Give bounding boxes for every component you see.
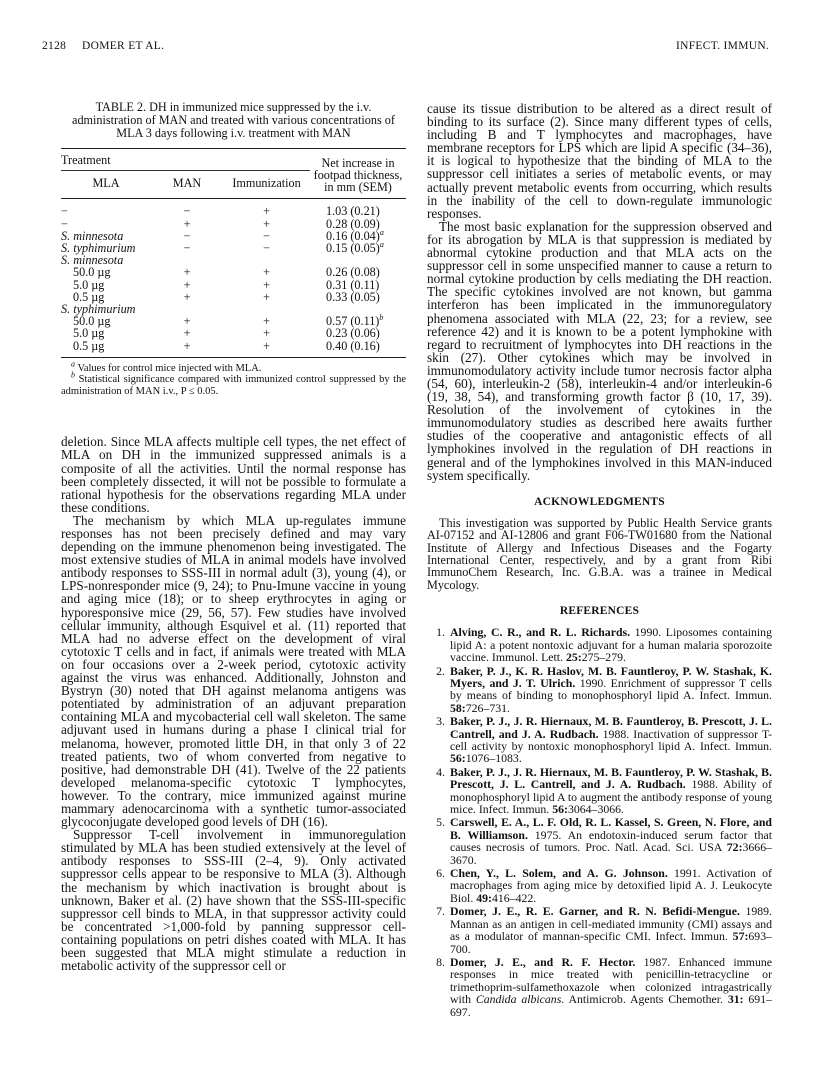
table-row [61,340,406,358]
body-paragraph: Suppressor T-cell involvement in immunoregulation stimulated by MLA has been studied extensively at the level of antibody responses to SSS-III (2–4, 9). Only activated suppressor cells appear to be responsive to MLA (3). Although the mechanism by which inactivation is brought about is unknown, Baker et al. (2) have shown that the SSS-III-specific suppressor cell binds to MLA, in that suppressor activity could be concentrated >1,000-fold by panning suppressor cell-containing populations on petri dishes coated with MLA. It has been suggested that MLA might stimulate a reduction in metabolic activity of the suppressor cell or [61,827,406,974]
running-head-journal: INFECT. IMMUN. [676,40,770,52]
reference-body [450,905,772,955]
footnote-a: $^a$ Values for control mice injected with MLA. [71,359,262,374]
cell-man: − [183,204,191,219]
reference-italic: Candida albicans [475,992,562,1007]
reference-number: 5. [436,815,445,830]
reference-text: 1989. Mannan as an antigen in cell-mediated immunity (CMI) assays and as a modulator of mannan-specific CMI. Infect. Immun. [450,904,772,944]
reference-number: 8. [436,954,445,969]
reference-authors: Alving, C. R., and R. L. Richards. [450,625,631,640]
cell-net-increase: 0.28 (0.09) [326,216,380,231]
cell-net-increase: 1.03 (0.21) [326,204,380,219]
reference-pages: 691–697. [450,992,772,1019]
cell-man: − [183,228,191,243]
cell-mla: 50.0 µg [73,265,111,280]
body-paragraph: The mechanism by which MLA up-regulates immune responses has not been precisely defined and may vary depending on the immune phenomenon being investigated. The most extensive studies of MLA in animal models have involved antibody responses to SSS-III in normal adult (3), young (4), or LPS-nonresponder mice (9, 24); to Pnu-Imune vaccine in young and aging mice (18); or to sheep erythrocytes in aging or hyporesponsive mice (29, 56, 57). Few studies have involved cellular immunity, although Esquivel et al. (11) reported that MLA had no adverse effect on the development of viral cytotoxic T cells and in fact, if animals were treated with MLA on four occasions over a 2-week period, cytotoxic activity against the virus was enhanced. Additionally, Johnston and Bystryn (30) noted that DH against melanoma antigens was potentiated by administration of an adjuvant preparation containing MLA and mycobacterial cell wall skeleton. The same adjuvant used in humans during a phase I clinical trial for melanoma, however, promoted little DH, in that only 3 of 22 treated patients, two of whom converted from negative to positive, had demonstrable DH (41). Twelve of the 22 patients developed melanoma-specific cytotoxic T lymphocytes, however. To the contrary, mice immunized against murine mammary adenocarcinoma with a synthetic tumor-associated glycoconjugate developed good levels of DH (16). [61,512,406,830]
cell-net-increase: 0.23 (0.06) [326,326,380,341]
reference-authors: Chen, Y., L. Solem, and A. G. Johnson. [450,866,668,881]
cell-man: + [183,265,191,280]
reference-list [427,626,772,1018]
cell-man: + [183,289,191,304]
reference-text: 1987. Enhanced immune responses in mice treated with penicillin-tetracycline or trimethoprim-sulfamethoxazole when colonized intragastrically with [450,954,773,1007]
cell-man: + [183,314,191,329]
table-row [61,199,406,218]
cell-net-increase: 0.33 (0.05) [326,289,380,304]
table-caption: TABLE 2. DH in immunized mice suppressed by the i.v. administration of MAN and treated with various concentrations of MLA 3 days following i.v. treatment with MAN [72,100,395,140]
reference-item [427,665,772,715]
cell-immunization: + [263,204,270,219]
reference-volume: 58: [450,700,466,715]
reference-pages: 693–700. [450,929,772,956]
reference-text: 1990. Enrichment of suppressor T cells by means of binding to monophosphoryl lipid A. Infect. Immun. [450,675,772,703]
cell-immunization: + [263,265,270,280]
cell-net-increase: 0.57 $(0.11)^b$ [326,313,384,329]
cell-mla: 0.5 µg [73,289,105,304]
cell-man: − [183,241,191,256]
cell-mla: − [61,216,68,231]
reference-item [427,867,772,904]
reference-number: 3. [436,714,445,729]
reference-number: 7. [436,904,445,919]
cell-net-increase: 0.15 $(0.05)^a$ [326,239,384,256]
column-header-man: MAN [172,176,202,191]
cell-mla: 5.0 µg [73,326,105,341]
reference-authors: Domer, J. E., R. E. Garner, and R. N. Befidi-Mengue. [450,904,740,919]
reference-body [450,665,772,715]
cell-mla: S. typhimurium [61,302,136,317]
cell-immunization: + [263,277,270,292]
cell-immunization: − [263,228,270,243]
reference-pages: 3666–3670. [450,840,772,867]
reference-text: 1990. Liposomes containing lipid A: a potent nontoxic adjuvant for a human malaria sporozoite vaccine. Immunol. Lett. [450,625,772,665]
cell-net-increase: 0.31 (0.11) [326,277,380,292]
cell-immunization: − [263,241,270,256]
cell-mla: S. minnesota [61,253,124,268]
footnote-marker: a [379,239,384,249]
footnote-marker: a [379,227,384,237]
cell-man: + [183,277,191,292]
reference-volume: 56: [552,802,568,817]
cell-mla: 0.5 µg [73,338,105,353]
footnote-b: $^b$ Statistical significance compared with immunized control suppressed by the administration of MAN i.v., P ≤ 0.05. [61,370,406,397]
column-header-mla: MLA [92,176,120,191]
body-paragraph: cause its tissue distribution to be altered as a direct result of binding to its surface (2). Since many different types of cells, including B and T lymphocytes and macrophages, have membrane receptors for LPS which are lipid A specific (34–36), it is logical to hypothesize that the binding of MLA to the suppressor cell initiates a series of metabolic events, or may actually prevent metabolic events from occurring, which results in the inability of the cell to down-regulate immunologic responses. [427,101,772,221]
right-column [427,102,772,1019]
reference-text: 1988. Inactivation of suppressor T-cell activity by nontoxic monophosphoryl lipid A. Infect. Immun. [450,726,773,753]
body-paragraph: deletion. Since MLA affects multiple cell types, the net effect of MLA on DH in the immunized suppressed animals is a composite of all the activities. Until the normal response has been completely dissected, it will not be possible to formulate a rational hypothesis for the observations regarding MLA under these conditions. [61,434,406,515]
reference-authors: Baker, P. J., J. R. Hiernaux, M. B. Fauntleroy, B. Prescott, J. L. Cantrell, and J. A. Rudbach. [450,714,772,741]
reference-volume: 57: [732,929,749,944]
reference-text: 1988. Ability of monophosphoryl lipid A to augment the antibody response of young mice. Infect. Immun. [450,777,772,817]
reference-number: 2. [436,663,445,678]
reference-pages: 1076–1083. [465,751,522,766]
reference-volume: 72: [726,840,743,855]
reference-authors: Baker, P. J., K. R. Haslov, M. B. Fauntleroy, P. W. Stashak, K. Myers, and J. T. Ulrich. [450,663,772,690]
reference-authors: Carswell, E. A., L. F. Old, R. L. Kassel, S. Green, N. Flore, and B. Williamson. [450,815,772,842]
acknowledgments-text: This investigation was supported by Public Health Service grants AI-07152 and AI-12806 and grant F06-TW01680 from the National Institute of Allergy and Infectious Diseases and the Fogarty International Center, respectively, and by a grant from Ribi ImmunoChem Research, Inc. G.B.A. was a trainee in Medical Mycology. [427,515,772,592]
cell-net-increase: 0.16 $(0.04)^a$ [326,227,384,243]
references-heading: REFERENCES [559,605,640,618]
reference-pages: 416–422. [491,890,537,905]
left-column [61,101,406,972]
reference-item [427,905,772,955]
reference-body [450,626,772,663]
reference-volume: 31: [727,992,744,1007]
reference-pages: 3064–3066. [567,802,624,817]
reference-item [427,816,772,866]
reference-item [427,715,772,765]
body-paragraph: The most basic explanation for the suppression observed and for its abrogation by MLA is that suppression is mediated by abnormal cytokine production and that MLA acts on the suppressor cell in some unspecified manner to cause a return to normal cytokine production by cells mediating the DH reaction. The specific cytokines involved are not known, but gamma interferon has been implicated in the immunoregulatory phenomena associated with MLA (22, 23; for a review, see reference 42) and it is known to be a potent lymphokine with regard to recruitment of lymphocytes into DH reactions in the skin (27). Other cytokines which may be involved in immunomodulatory activity include tumor necrosis factor alpha (54, 60), interleukin-2 (58), interleukin-4 and/or interleukin-6 (19, 38, 54), and transforming growth factor β (10, 17, 39). Resolution of the involvement of cytokines in the immunomodulatory studies as described here awaits further studies of the cooperative and antagonistic effects of all lymphokines involved in the regulation of DH reactions in general and of the lymphokines involved in this MAN-induced system specifically. [427,218,772,483]
reference-body [450,956,772,1018]
cell-mla: − [61,204,68,219]
cell-man: + [183,326,191,341]
reference-number: 4. [436,764,445,779]
cell-man: + [183,216,191,231]
column-header-immunization: Immunization [232,176,301,191]
reference-text: 1991. Activation of macrophages from aging mice by detoxified lipid A. J. Leukocyte Biol. [450,866,772,905]
cell-net-increase: 0.40 (0.16) [326,338,380,353]
reference-authors: Baker, P. J., J. R. Hiernaux, M. B. Fauntleroy, P. W. Stashak, B. Prescott, J. L. Cantrell, and J. A. Rudbach. [450,764,772,792]
cell-immunization: + [263,289,270,304]
cell-immunization: + [263,216,270,231]
cell-net-increase: 0.26 (0.08) [326,265,380,280]
cell-immunization: + [263,326,270,341]
reference-pages: 275–279. [581,650,626,665]
cell-mla: 50.0 µg [73,314,111,329]
page-number: 2128 [42,40,67,52]
cell-immunization: + [263,338,270,353]
cell-man: + [183,338,191,353]
reference-item [427,956,772,1018]
cell-mla: 5.0 µg [73,277,105,292]
data-table [61,148,406,358]
cell-mla: S. minnesota [61,228,124,243]
reference-volume: 49: [476,890,492,905]
reference-item [427,766,772,816]
reference-volume: 56: [450,751,466,766]
reference-body [450,715,772,765]
reference-item [427,626,772,663]
reference-number: 1. [436,625,445,640]
reference-number: 6. [436,866,445,881]
acknowledgments-heading: ACKNOWLEDGMENTS [534,495,665,508]
running-head-authors: DOMER ET AL. [82,40,165,52]
reference-text: 1975. An endotoxin-induced serum factor that causes necrosis of tumors. Proc. Natl. Acad. Sci. USA [450,827,772,855]
reference-pages: 726–731. [465,700,510,715]
reference-authors: Domer, J. E., and R. F. Hector. [450,954,636,969]
cell-immunization: + [263,314,270,329]
column-header-net-increase: Net increase in footpad thickness, in mm (SEM) [310,149,406,199]
reference-body [450,816,772,866]
cell-mla: S. typhimurium [61,241,136,256]
table-footnotes [61,359,406,398]
reference-text: . Antimicrob. Agents Chemother. [561,992,728,1007]
reference-volume: 25: [565,650,582,665]
table-body [61,199,406,357]
reference-body [450,766,772,816]
treatment-group-header: Treatment [61,149,310,171]
reference-body [450,867,772,904]
footnote-marker: b [379,313,384,323]
